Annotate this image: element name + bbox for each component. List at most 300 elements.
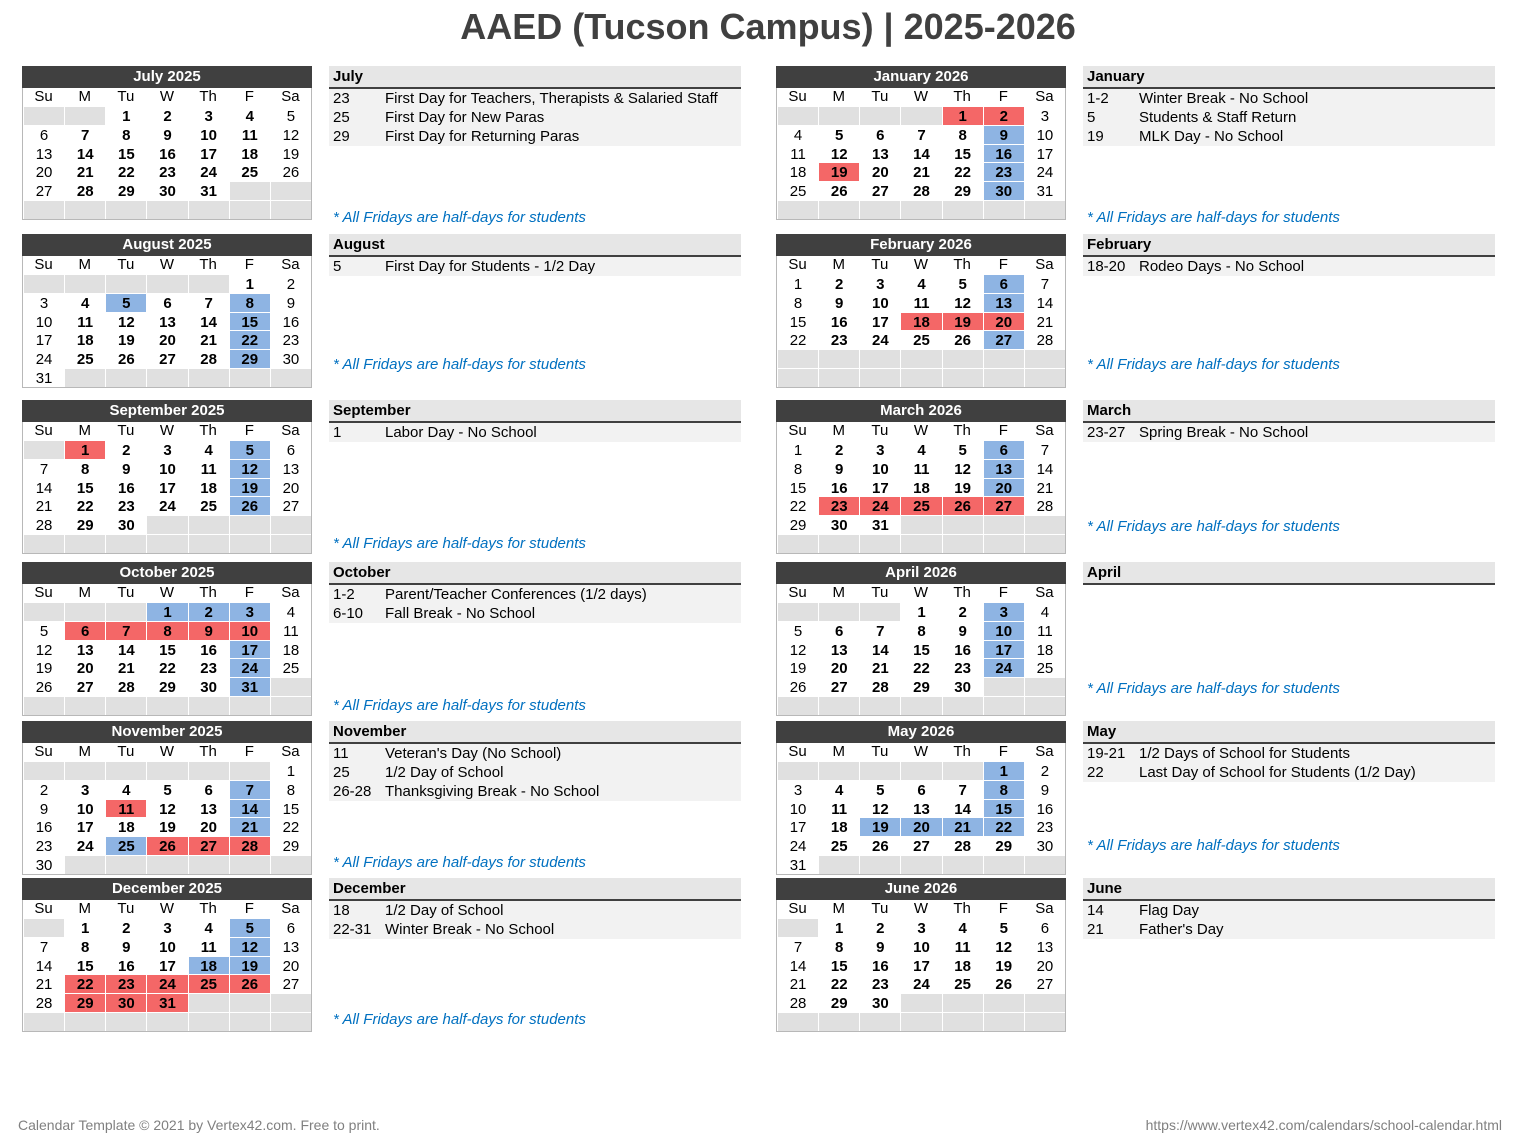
day-cell: 3 xyxy=(229,602,270,621)
day-cell: 30 xyxy=(105,515,146,534)
month-calendar xyxy=(22,878,312,1032)
empty-day-cell xyxy=(229,696,270,715)
empty-day-cell xyxy=(146,200,187,219)
day-cell: 1 xyxy=(983,761,1024,780)
empty-day-cell xyxy=(229,534,270,553)
day-cell: 15 xyxy=(900,640,941,659)
day-cell: 29 xyxy=(942,181,983,200)
weekday-label: Sa xyxy=(270,584,311,602)
empty-day-cell xyxy=(64,761,105,780)
month-grid xyxy=(22,88,312,220)
day-cell: 13 xyxy=(270,937,311,956)
day-cell: 22 xyxy=(942,162,983,181)
empty-day-cell xyxy=(777,1012,818,1031)
day-cell: 22 xyxy=(777,330,818,349)
empty-day-cell xyxy=(983,696,1024,715)
weekday-label: W xyxy=(146,584,187,602)
day-cell: 24 xyxy=(23,349,64,368)
empty-day-cell xyxy=(983,368,1024,387)
weekday-label: Sa xyxy=(1024,422,1065,440)
weekday-label: Th xyxy=(188,900,229,918)
day-cell: 22 xyxy=(900,658,941,677)
page-title: AAED (Tucson Campus) | 2025-2026 xyxy=(460,6,1076,47)
weekday-label: Th xyxy=(942,584,983,602)
day-cell: 13 xyxy=(859,144,900,163)
day-cell: 11 xyxy=(900,459,941,478)
day-cell: 23 xyxy=(188,658,229,677)
day-cell: 14 xyxy=(229,799,270,818)
day-cell: 1 xyxy=(270,761,311,780)
weekday-label: Th xyxy=(942,900,983,918)
empty-day-cell xyxy=(188,993,229,1012)
day-cell: 15 xyxy=(777,478,818,497)
weekday-label: Su xyxy=(23,743,64,761)
event-text: Veteran's Day (No School) xyxy=(385,745,562,762)
day-cell: 22 xyxy=(105,162,146,181)
day-cell: 23 xyxy=(105,496,146,515)
day-cell: 14 xyxy=(188,312,229,331)
empty-day-cell xyxy=(777,602,818,621)
weekday-label: Tu xyxy=(859,422,900,440)
weekday-label: Tu xyxy=(105,900,146,918)
day-cell: 1 xyxy=(64,440,105,459)
month-calendar xyxy=(776,721,1066,875)
day-cell: 5 xyxy=(818,125,859,144)
month-header: September 2025 xyxy=(22,400,312,422)
empty-day-cell xyxy=(105,696,146,715)
empty-day-cell xyxy=(1024,349,1065,368)
empty-day-cell xyxy=(229,515,270,534)
day-cell: 12 xyxy=(229,937,270,956)
day-cell: 23 xyxy=(270,330,311,349)
day-cell: 19 xyxy=(859,817,900,836)
empty-day-cell xyxy=(188,761,229,780)
empty-day-cell xyxy=(229,368,270,387)
day-cell: 24 xyxy=(859,496,900,515)
event-row xyxy=(1083,901,1495,920)
day-cell: 3 xyxy=(1024,106,1065,125)
empty-day-cell xyxy=(942,696,983,715)
day-cell: 24 xyxy=(983,658,1024,677)
empty-day-cell xyxy=(23,696,64,715)
event-date: 23-27 xyxy=(1087,424,1126,441)
weekday-label: M xyxy=(64,88,105,106)
day-cell: 21 xyxy=(188,330,229,349)
empty-day-cell xyxy=(777,761,818,780)
empty-day-cell xyxy=(105,761,146,780)
empty-day-cell xyxy=(818,368,859,387)
day-cell: 21 xyxy=(64,162,105,181)
day-cell: 26 xyxy=(229,496,270,515)
weekday-label: F xyxy=(229,256,270,274)
day-cell: 23 xyxy=(105,974,146,993)
day-cell: 10 xyxy=(1024,125,1065,144)
day-cell: 17 xyxy=(64,817,105,836)
notes-header: March xyxy=(1083,400,1495,423)
day-cell: 16 xyxy=(818,312,859,331)
empty-day-cell xyxy=(818,602,859,621)
event-row xyxy=(329,127,741,146)
day-cell: 7 xyxy=(1024,440,1065,459)
day-cell: 13 xyxy=(900,799,941,818)
empty-day-cell xyxy=(818,855,859,874)
empty-day-cell xyxy=(900,106,941,125)
weekday-label: M xyxy=(818,743,859,761)
empty-day-cell xyxy=(983,349,1024,368)
day-cell: 25 xyxy=(64,349,105,368)
day-cell: 11 xyxy=(188,459,229,478)
event-row xyxy=(1083,920,1495,939)
weekday-label: W xyxy=(146,256,187,274)
day-cell: 9 xyxy=(818,459,859,478)
day-cell: 16 xyxy=(105,478,146,497)
day-cell: 10 xyxy=(229,621,270,640)
day-cell: 28 xyxy=(859,677,900,696)
day-cell: 10 xyxy=(900,937,941,956)
empty-day-cell xyxy=(983,1012,1024,1031)
weekday-label: Tu xyxy=(105,584,146,602)
month-calendar xyxy=(22,562,312,716)
day-cell: 18 xyxy=(229,144,270,163)
event-date: 19 xyxy=(1087,128,1104,145)
day-cell: 1 xyxy=(777,440,818,459)
day-cell: 27 xyxy=(64,677,105,696)
day-cell: 12 xyxy=(859,799,900,818)
empty-day-cell xyxy=(146,761,187,780)
day-cell: 22 xyxy=(983,817,1024,836)
day-cell: 30 xyxy=(270,349,311,368)
day-cell: 7 xyxy=(105,621,146,640)
event-text: Winter Break - No School xyxy=(1139,90,1309,107)
day-cell: 23 xyxy=(818,330,859,349)
event-text: Winter Break - No School xyxy=(385,921,555,938)
day-cell: 8 xyxy=(64,937,105,956)
day-cell: 4 xyxy=(229,106,270,125)
empty-day-cell xyxy=(270,534,311,553)
day-cell: 2 xyxy=(105,440,146,459)
day-cell: 12 xyxy=(777,640,818,659)
event-date: 19-21 xyxy=(1087,745,1126,762)
weekday-label: F xyxy=(983,743,1024,761)
day-cell: 1 xyxy=(146,602,187,621)
day-cell: 17 xyxy=(146,956,187,975)
day-cell: 24 xyxy=(188,162,229,181)
month-calendar xyxy=(22,66,312,220)
day-cell: 16 xyxy=(818,478,859,497)
day-cell: 22 xyxy=(64,496,105,515)
weekday-label: F xyxy=(983,88,1024,106)
event-row xyxy=(329,585,741,604)
empty-day-cell xyxy=(229,855,270,874)
empty-day-cell xyxy=(105,534,146,553)
notes-header: January xyxy=(1083,66,1495,89)
empty-day-cell xyxy=(900,761,941,780)
day-cell: 11 xyxy=(900,293,941,312)
day-cell: 20 xyxy=(188,817,229,836)
day-cell: 4 xyxy=(900,274,941,293)
day-cell: 2 xyxy=(983,106,1024,125)
day-cell: 31 xyxy=(229,677,270,696)
day-cell: 29 xyxy=(983,836,1024,855)
day-cell: 10 xyxy=(859,459,900,478)
day-cell: 2 xyxy=(270,274,311,293)
event-text: 1/2 Day of School xyxy=(385,902,504,919)
friday-note: * All Fridays are half-days for students xyxy=(333,209,586,226)
day-cell: 4 xyxy=(105,780,146,799)
event-row xyxy=(329,423,741,442)
day-cell: 17 xyxy=(859,478,900,497)
friday-note: * All Fridays are half-days for students xyxy=(1087,518,1340,535)
event-text: 1/2 Days of School for Students xyxy=(1139,745,1350,762)
notes-header: November xyxy=(329,721,741,744)
day-cell: 19 xyxy=(270,144,311,163)
weekday-label: W xyxy=(900,88,941,106)
event-text: Students & Staff Return xyxy=(1139,109,1297,126)
empty-day-cell xyxy=(270,1012,311,1031)
empty-day-cell xyxy=(859,1012,900,1031)
weekday-label: Sa xyxy=(1024,584,1065,602)
day-cell: 19 xyxy=(146,817,187,836)
empty-day-cell xyxy=(146,515,187,534)
day-cell: 17 xyxy=(900,956,941,975)
day-cell: 27 xyxy=(818,677,859,696)
day-cell: 28 xyxy=(188,349,229,368)
day-cell: 17 xyxy=(188,144,229,163)
month-header: May 2026 xyxy=(776,721,1066,743)
day-cell: 21 xyxy=(105,658,146,677)
day-cell: 29 xyxy=(900,677,941,696)
empty-day-cell xyxy=(983,993,1024,1012)
weekday-label: Tu xyxy=(105,88,146,106)
weekday-label: W xyxy=(146,743,187,761)
weekday-label: Su xyxy=(777,422,818,440)
month-grid xyxy=(776,88,1066,220)
day-cell: 14 xyxy=(900,144,941,163)
empty-day-cell xyxy=(146,534,187,553)
empty-day-cell xyxy=(270,368,311,387)
day-cell: 9 xyxy=(105,937,146,956)
weekday-label: Tu xyxy=(859,900,900,918)
month-header: December 2025 xyxy=(22,878,312,900)
day-cell: 2 xyxy=(1024,761,1065,780)
weekday-label: Su xyxy=(777,256,818,274)
day-cell: 4 xyxy=(942,918,983,937)
day-cell: 2 xyxy=(105,918,146,937)
day-cell: 3 xyxy=(23,293,64,312)
notes-header: April xyxy=(1083,562,1495,585)
day-cell: 13 xyxy=(146,312,187,331)
empty-day-cell xyxy=(1024,368,1065,387)
day-cell: 10 xyxy=(64,799,105,818)
day-cell: 13 xyxy=(23,144,64,163)
weekday-label: F xyxy=(229,422,270,440)
day-cell: 1 xyxy=(818,918,859,937)
day-cell: 9 xyxy=(146,125,187,144)
day-cell: 18 xyxy=(270,640,311,659)
weekday-label: M xyxy=(818,584,859,602)
day-cell: 24 xyxy=(146,496,187,515)
day-cell: 30 xyxy=(859,993,900,1012)
empty-day-cell xyxy=(105,368,146,387)
event-row xyxy=(329,763,741,782)
day-cell: 21 xyxy=(1024,312,1065,331)
event-text: Labor Day - No School xyxy=(385,424,537,441)
event-row xyxy=(329,744,741,763)
day-cell: 21 xyxy=(859,658,900,677)
empty-day-cell xyxy=(1024,1012,1065,1031)
event-date: 1 xyxy=(333,424,342,441)
footer-url[interactable]: https://www.vertex42.com/calendars/school-calendar.html xyxy=(1145,1117,1502,1133)
weekday-label: Tu xyxy=(105,743,146,761)
day-cell: 12 xyxy=(818,144,859,163)
day-cell: 1 xyxy=(105,106,146,125)
day-cell: 13 xyxy=(188,799,229,818)
empty-day-cell xyxy=(229,181,270,200)
day-cell: 24 xyxy=(229,658,270,677)
event-date: 25 xyxy=(333,109,350,126)
friday-note: * All Fridays are half-days for students xyxy=(1087,209,1340,226)
month-grid xyxy=(22,743,312,875)
day-cell: 8 xyxy=(229,293,270,312)
day-cell: 8 xyxy=(270,780,311,799)
empty-day-cell xyxy=(188,855,229,874)
weekday-label: Tu xyxy=(859,88,900,106)
day-cell: 27 xyxy=(23,181,64,200)
day-cell: 26 xyxy=(983,974,1024,993)
day-cell: 18 xyxy=(105,817,146,836)
day-cell: 30 xyxy=(818,515,859,534)
event-text: Fall Break - No School xyxy=(385,605,536,622)
day-cell: 14 xyxy=(64,144,105,163)
month-grid xyxy=(776,900,1066,1032)
day-cell: 26 xyxy=(942,330,983,349)
day-cell: 5 xyxy=(777,621,818,640)
day-cell: 2 xyxy=(146,106,187,125)
weekday-label: M xyxy=(818,422,859,440)
event-date: 23 xyxy=(333,90,350,107)
day-cell: 5 xyxy=(942,274,983,293)
day-cell: 24 xyxy=(146,974,187,993)
empty-day-cell xyxy=(859,855,900,874)
event-text: First Day for Teachers, Therapists & Salaried Staff xyxy=(385,90,718,107)
day-cell: 9 xyxy=(105,459,146,478)
day-cell: 25 xyxy=(229,162,270,181)
weekday-label: W xyxy=(146,900,187,918)
empty-day-cell xyxy=(900,515,941,534)
day-cell: 12 xyxy=(105,312,146,331)
empty-day-cell xyxy=(64,368,105,387)
event-date: 26-28 xyxy=(333,783,372,800)
day-cell: 25 xyxy=(900,330,941,349)
day-cell: 20 xyxy=(983,478,1024,497)
day-cell: 8 xyxy=(983,780,1024,799)
empty-day-cell xyxy=(64,200,105,219)
day-cell: 1 xyxy=(900,602,941,621)
empty-day-cell xyxy=(818,534,859,553)
event-row xyxy=(1083,127,1495,146)
empty-day-cell xyxy=(64,696,105,715)
empty-day-cell xyxy=(23,761,64,780)
friday-note: * All Fridays are half-days for students xyxy=(1087,356,1340,373)
day-cell: 31 xyxy=(146,993,187,1012)
event-text: 1/2 Day of School xyxy=(385,764,504,781)
empty-day-cell xyxy=(818,349,859,368)
weekday-label: F xyxy=(229,584,270,602)
empty-day-cell xyxy=(23,274,64,293)
day-cell: 4 xyxy=(1024,602,1065,621)
weekday-label: Su xyxy=(777,900,818,918)
weekday-label: F xyxy=(983,900,1024,918)
empty-day-cell xyxy=(105,274,146,293)
day-cell: 22 xyxy=(777,496,818,515)
empty-day-cell xyxy=(983,534,1024,553)
day-cell: 22 xyxy=(146,658,187,677)
weekday-label: Th xyxy=(188,256,229,274)
weekday-label: Th xyxy=(188,422,229,440)
day-cell: 16 xyxy=(270,312,311,331)
day-cell: 23 xyxy=(146,162,187,181)
empty-day-cell xyxy=(146,1012,187,1031)
notes-header: October xyxy=(329,562,741,585)
day-cell: 6 xyxy=(188,780,229,799)
empty-day-cell xyxy=(1024,855,1065,874)
weekday-label: W xyxy=(900,743,941,761)
day-cell: 8 xyxy=(146,621,187,640)
day-cell: 29 xyxy=(270,836,311,855)
weekday-label: F xyxy=(983,422,1024,440)
event-row xyxy=(1083,744,1495,763)
event-date: 11 xyxy=(333,745,349,762)
day-cell: 30 xyxy=(188,677,229,696)
weekday-label: Th xyxy=(942,743,983,761)
friday-note: * All Fridays are half-days for students xyxy=(333,697,586,714)
day-cell: 14 xyxy=(1024,293,1065,312)
day-cell: 11 xyxy=(229,125,270,144)
weekday-label: Sa xyxy=(270,900,311,918)
day-cell: 6 xyxy=(818,621,859,640)
day-cell: 26 xyxy=(229,974,270,993)
weekday-label: Th xyxy=(188,584,229,602)
friday-note: * All Fridays are half-days for students xyxy=(333,1011,586,1028)
empty-day-cell xyxy=(270,993,311,1012)
day-cell: 5 xyxy=(859,780,900,799)
day-cell: 22 xyxy=(64,974,105,993)
empty-day-cell xyxy=(23,1012,64,1031)
day-cell: 29 xyxy=(229,349,270,368)
empty-day-cell xyxy=(270,181,311,200)
weekday-label: F xyxy=(983,584,1024,602)
month-calendar xyxy=(22,721,312,875)
day-cell: 13 xyxy=(1024,937,1065,956)
weekday-label: W xyxy=(900,422,941,440)
empty-day-cell xyxy=(105,855,146,874)
day-cell: 29 xyxy=(777,515,818,534)
day-cell: 12 xyxy=(942,459,983,478)
day-cell: 23 xyxy=(818,496,859,515)
event-row xyxy=(329,89,741,108)
day-cell: 9 xyxy=(23,799,64,818)
day-cell: 20 xyxy=(1024,956,1065,975)
empty-day-cell xyxy=(942,855,983,874)
day-cell: 29 xyxy=(818,993,859,1012)
day-cell: 19 xyxy=(229,478,270,497)
notes-header: June xyxy=(1083,878,1495,901)
day-cell: 8 xyxy=(64,459,105,478)
empty-day-cell xyxy=(983,677,1024,696)
weekday-label: M xyxy=(818,88,859,106)
empty-day-cell xyxy=(900,200,941,219)
weekday-label: Su xyxy=(23,422,64,440)
